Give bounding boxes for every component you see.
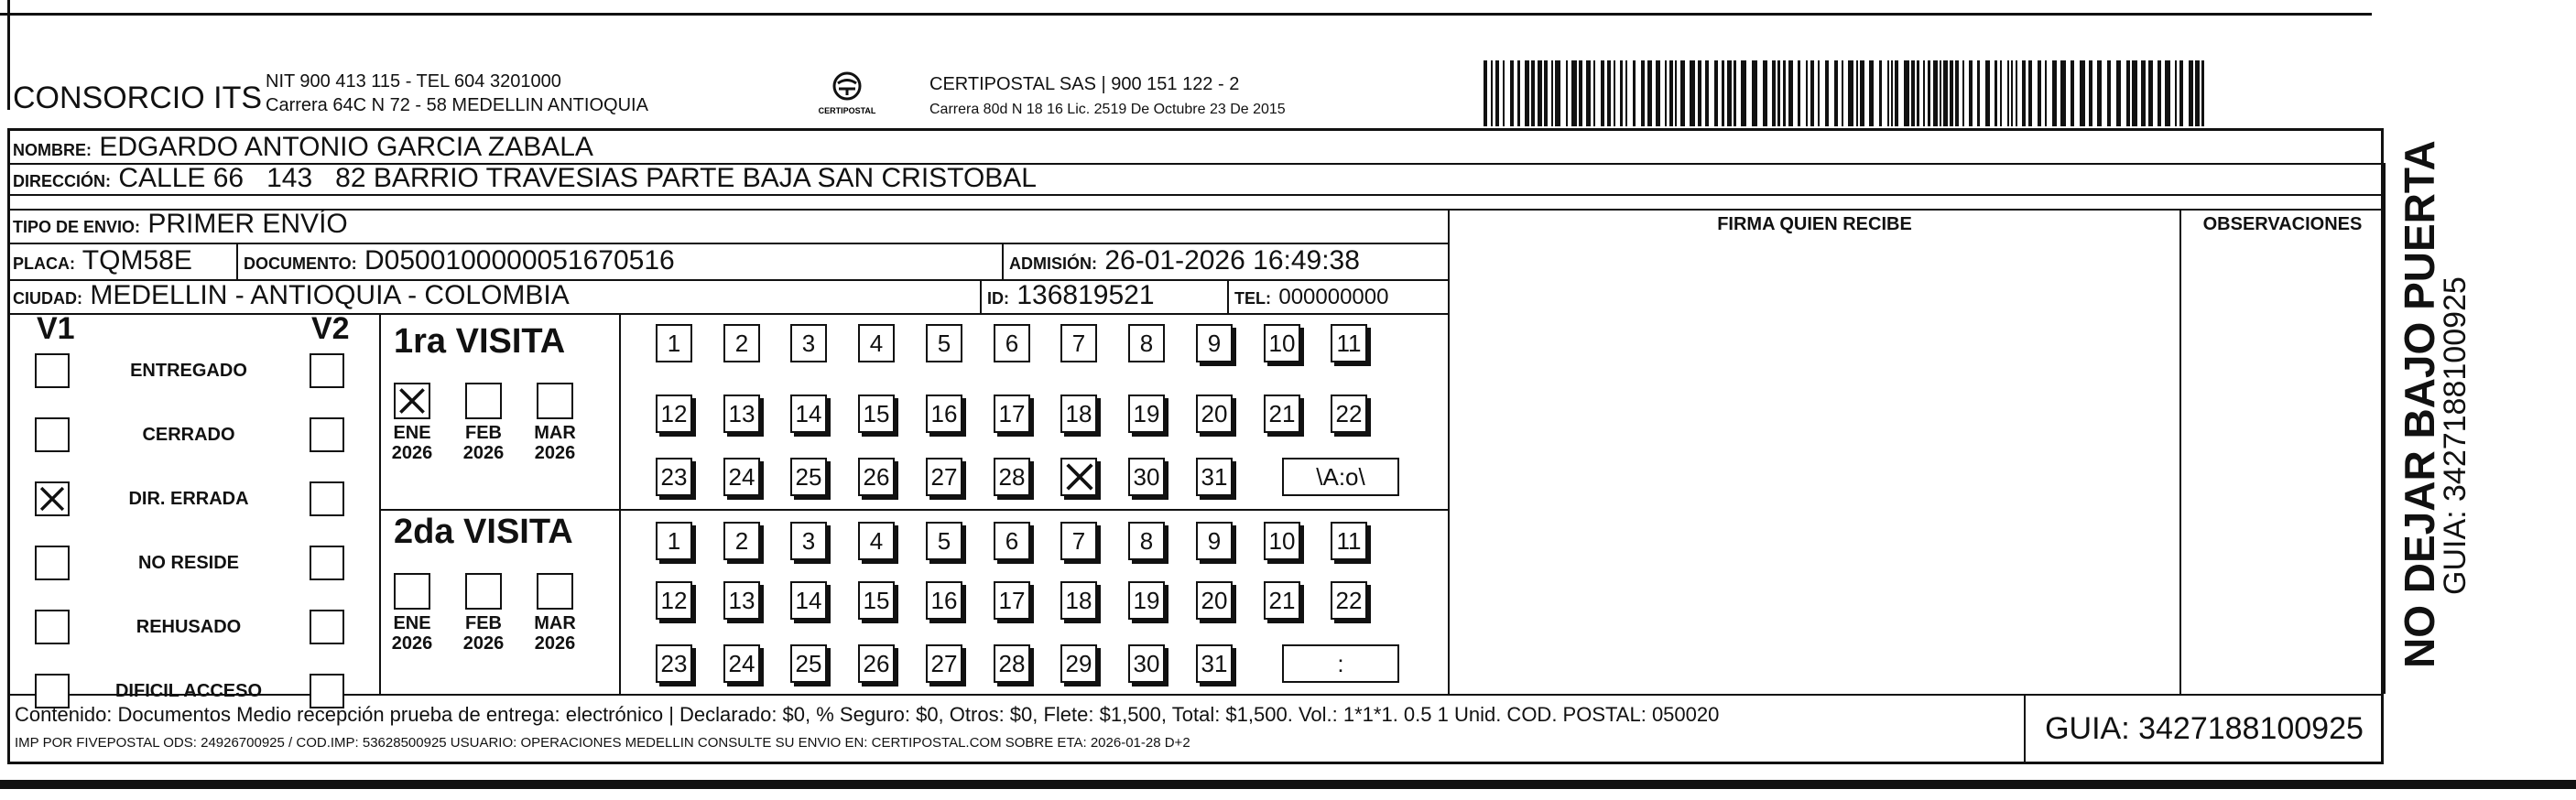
barcode-bar (1788, 60, 1793, 126)
col-rule (1002, 243, 1004, 279)
col-rule (619, 313, 621, 694)
barcode-bar (1911, 60, 1915, 126)
barcode-bar (1933, 60, 1938, 126)
day-box[interactable]: 14 (790, 395, 827, 433)
day-box[interactable]: 18 (1060, 581, 1097, 620)
barcode-bar (1994, 60, 1997, 126)
barcode-bar (1647, 60, 1652, 126)
month-label: FEB (465, 423, 502, 443)
v2-checkbox[interactable] (310, 353, 344, 388)
barcode-bar (2158, 60, 2161, 126)
year-label: 2026 (462, 633, 505, 654)
day-box[interactable]: 23 (656, 458, 692, 496)
status-label: CERRADO (142, 425, 235, 445)
status-label: NO RESIDE (137, 553, 240, 573)
day-box[interactable]: 21 (1264, 395, 1300, 433)
month-checkbox[interactable] (465, 383, 502, 419)
day-box[interactable]: 28 (994, 644, 1030, 683)
month-checkbox[interactable] (537, 573, 573, 610)
logo-text: CERTIPOSTAL (818, 106, 876, 115)
signature-area[interactable] (1450, 243, 2179, 692)
barcode-bar (2016, 60, 2017, 126)
documento-label: DOCUMENTO: (244, 254, 357, 273)
barcode-bar (2060, 60, 2066, 126)
certipostal-info (929, 71, 1286, 123)
barcode-bar (1690, 60, 1695, 126)
tel-label: TEL: (1234, 289, 1271, 308)
day-box[interactable]: 12 (656, 395, 692, 433)
barcode-bar (2201, 60, 2204, 126)
barcode-bar (2007, 60, 2009, 126)
admision-value: 26-01-2026 16:49:38 (1104, 245, 1360, 276)
placa-cell (13, 245, 192, 279)
barcode-bar (1834, 60, 1838, 126)
barcode-bar (1842, 60, 1843, 126)
barcode-bar (2189, 60, 2193, 126)
imp-line: IMP POR FIVEPOSTAL ODS: 24926700925 / COD.IMP: 53628500925 USUARIO: OPERACIONES MEDELLIN CONSULTE SU ENVIO EN: CERTIPOSTAL.COM SOBRE ETA: 2026-01-28 D+2 (15, 735, 1190, 751)
year-label: 2026 (391, 633, 433, 654)
day-box[interactable]: 24 (723, 458, 760, 496)
day-box[interactable]: 27 (926, 644, 962, 683)
day-box[interactable]: 7 (1060, 522, 1097, 560)
day-box[interactable]: 20 (1196, 581, 1233, 620)
cross-mark-icon (1062, 459, 1097, 494)
barcode (1484, 60, 2207, 126)
company-name: CONSORCIO ITS (13, 81, 263, 115)
day-box[interactable]: 19 (1128, 395, 1165, 433)
admision-cell (1009, 245, 1360, 279)
barcode-bar (1680, 60, 1685, 126)
direccion-row (13, 163, 1037, 197)
barcode-bar (1879, 60, 1882, 126)
day-box[interactable]: 13 (723, 395, 760, 433)
placa-value: TQM58E (82, 245, 192, 276)
day-box[interactable]: 6 (994, 522, 1030, 560)
barcode-bar (2179, 60, 2183, 126)
barcode-bar (1495, 60, 1499, 126)
barcode-bar (1531, 60, 1535, 126)
barcode-bar (1491, 60, 1493, 126)
barcode-bar (2071, 60, 2074, 126)
day-box[interactable]: 17 (994, 581, 1030, 620)
day-box[interactable]: 31 (1196, 458, 1233, 496)
barcode-bar (1940, 60, 1941, 126)
barcode-bar (1923, 60, 1925, 126)
day-box[interactable]: 5 (926, 324, 962, 362)
barcode-bar (1625, 60, 1627, 126)
barcode-bar (1985, 60, 1990, 126)
barcode-bar (2165, 60, 2170, 126)
col-rule (2384, 163, 2386, 694)
documento-cell (244, 245, 675, 279)
admision-label: ADMISIÓN: (1009, 254, 1097, 273)
direccion-label: DIRECCIÓN: (13, 172, 111, 190)
barcode-bar (1848, 60, 1853, 126)
barcode-bar (1763, 60, 1767, 126)
barcode-bar (1484, 60, 1487, 126)
nombre-label: NOMBRE: (13, 141, 92, 159)
barcode-bar (1607, 60, 1611, 126)
month-checkbox[interactable] (394, 383, 430, 419)
barcode-bar (1825, 60, 1829, 126)
barcode-bar (1675, 60, 1677, 126)
barcode-bar (1950, 60, 1953, 126)
status-label: REHUSADO (136, 617, 242, 637)
cross-mark-icon (396, 384, 429, 417)
barcode-bar (1798, 60, 1800, 126)
year-label: 2026 (534, 443, 576, 463)
status-label: DIR. ERRADA (128, 489, 249, 509)
day-box[interactable]: 9 (1196, 522, 1233, 560)
contenido-line: Contenido: Documentos Medio recepción prueba de entrega: electrónico | Declarado: $0, % Seguro: $0, Otros: $0, Flete: $1,500, Total: $1,500. Vol.: 1*1*1. 0.5 1 Unid. COD. POSTAL: 050020 (15, 703, 1720, 726)
barcode-bar (1962, 60, 1964, 126)
month-checkbox[interactable] (537, 383, 573, 419)
barcode-bar (1869, 60, 1874, 126)
barcode-bar (1806, 60, 1808, 126)
day-box[interactable]: 11 (1331, 522, 1367, 560)
day-box[interactable]: 16 (926, 581, 962, 620)
row-rule (7, 243, 1450, 244)
row-rule (379, 509, 1448, 511)
certi-line1: CERTIPOSTAL SAS | 900 151 122 - 2 (929, 74, 1240, 94)
barcode-bar (1566, 60, 1568, 126)
direccion-value: CALLE 66 143 82 BARRIO TRAVESIAS PARTE BAJA SAN CRISTOBAL (118, 163, 1037, 193)
day-box[interactable]: 20 (1196, 395, 1233, 433)
v2-checkbox[interactable] (310, 610, 344, 644)
barcode-bar (1525, 60, 1529, 126)
day-box[interactable]: 13 (723, 581, 760, 620)
barcode-bar (1551, 60, 1553, 126)
time-box[interactable]: : (1282, 644, 1399, 683)
v2-label: V2 (311, 311, 350, 346)
barcode-bar (2175, 60, 2177, 126)
barcode-bar (1895, 60, 1898, 126)
month-label: ENE (393, 423, 431, 443)
barcode-bar (1752, 60, 1757, 126)
guia-box: GUIA: 3427188100925 (2024, 694, 2383, 763)
v1-checkbox[interactable] (35, 353, 70, 388)
barcode-bar (2126, 60, 2130, 126)
barcode-bar (1538, 60, 1542, 126)
firma-header: FIRMA QUIEN RECIBE (1717, 214, 1912, 234)
day-box[interactable]: 15 (858, 395, 895, 433)
day-box[interactable]: 2 (723, 324, 760, 362)
second-visit-label: 2da VISITA (394, 513, 573, 551)
day-box[interactable]: 29 (1060, 644, 1097, 683)
tipo-value: PRIMER ENVÍO (147, 209, 348, 239)
day-box[interactable]: 8 (1128, 324, 1165, 362)
barcode-bar (1734, 60, 1736, 126)
month-label: FEB (465, 613, 502, 633)
v1-checkbox[interactable] (35, 546, 70, 580)
bottom-rule (0, 780, 2576, 789)
day-box[interactable]: 27 (926, 458, 962, 496)
barcode-bar (1891, 60, 1893, 126)
nombre-row (13, 132, 593, 166)
no-dejar-text: NO DEJAR BAJO PUERTA (2396, 140, 2443, 668)
day-box[interactable] (1060, 458, 1097, 496)
barcode-bar (2195, 60, 2200, 126)
barcode-bar (1641, 60, 1645, 126)
barcode-bar (2080, 60, 2085, 126)
barcode-bar (1579, 60, 1582, 126)
address-line: Carrera 64C N 72 - 58 MEDELLIN ANTIOQUIA (266, 95, 648, 115)
day-box[interactable]: 6 (994, 324, 1030, 362)
id-label: ID: (987, 289, 1009, 308)
day-box[interactable]: 25 (790, 458, 827, 496)
barcode-bar (1656, 60, 1660, 126)
col-rule (236, 243, 238, 279)
day-box[interactable]: 26 (858, 644, 895, 683)
day-box[interactable]: 30 (1128, 644, 1165, 683)
day-box[interactable]: 22 (1331, 395, 1367, 433)
barcode-bar (1887, 60, 1889, 126)
day-box[interactable]: 1 (656, 324, 692, 362)
tel-cell (1234, 280, 1388, 314)
day-box[interactable]: 31 (1196, 644, 1233, 683)
barcode-bar (1665, 60, 1667, 126)
barcode-bar (1601, 60, 1604, 126)
observaciones-header: OBSERVACIONES (2202, 214, 2363, 234)
day-box[interactable]: 21 (1264, 581, 1300, 620)
ciudad-value: MEDELLIN - ANTIOQUIA - COLOMBIA (90, 280, 570, 310)
barcode-bar (1544, 60, 1548, 126)
day-box[interactable]: 4 (858, 324, 895, 362)
v1-checkbox[interactable] (35, 610, 70, 644)
barcode-bar (1614, 60, 1615, 126)
barcode-bar (1705, 60, 1709, 126)
day-box[interactable]: 30 (1128, 458, 1165, 496)
day-box[interactable]: 5 (926, 522, 962, 560)
barcode-bar (1555, 60, 1560, 126)
ciudad-label: CIUDAD: (13, 289, 82, 308)
barcode-bar (1969, 60, 1973, 126)
tel-value: 000000000 (1278, 285, 1389, 309)
v1-label: V1 (37, 311, 75, 346)
barcode-bar (1810, 60, 1814, 126)
month-label: MAR (534, 613, 576, 633)
id-cell (987, 280, 1155, 314)
barcode-bar (2000, 60, 2002, 126)
nit-line: NIT 900 413 115 - TEL 604 3201000 (266, 71, 561, 92)
month-label: ENE (393, 613, 431, 633)
top-rule (0, 13, 2372, 16)
col-rule (379, 313, 381, 694)
day-box[interactable]: 10 (1264, 324, 1300, 362)
v2-checkbox[interactable] (310, 481, 344, 516)
side-guia-text: GUIA: 3427188100925 (2438, 276, 2473, 595)
first-visit-label: 1ra VISITA (394, 322, 566, 361)
col-rule (1227, 279, 1229, 313)
barcode-bar (2028, 60, 2032, 126)
year-label: 2026 (462, 443, 505, 463)
day-box[interactable]: 9 (1196, 324, 1233, 362)
tipo-label: TIPO DE ENVIO: (13, 218, 141, 236)
day-box[interactable]: 14 (790, 581, 827, 620)
barcode-bar (2107, 60, 2111, 126)
barcode-bar (2132, 60, 2137, 126)
barcode-bar (1917, 60, 1919, 126)
v2-checkbox[interactable] (310, 546, 344, 580)
barcode-bar (1586, 60, 1591, 126)
placa-label: PLACA: (13, 254, 75, 273)
barcode-bar (2045, 60, 2047, 126)
barcode-bar (1714, 60, 1718, 126)
day-box[interactable]: 10 (1264, 522, 1300, 560)
barcode-bar (1669, 60, 1673, 126)
month-checkbox[interactable] (394, 573, 430, 610)
barcode-bar (1904, 60, 1909, 126)
time-box[interactable]: \A:o\ (1282, 458, 1399, 496)
barcode-bar (2116, 60, 2121, 126)
cross-mark-icon (37, 483, 68, 514)
left-rule (7, 0, 10, 110)
day-box[interactable]: 18 (1060, 395, 1097, 433)
day-box[interactable]: 15 (858, 581, 895, 620)
year-label: 2026 (534, 633, 576, 654)
ciudad-cell (13, 280, 570, 314)
day-box[interactable]: 11 (1331, 324, 1367, 362)
day-box[interactable]: 22 (1331, 581, 1367, 620)
barcode-bar (1783, 60, 1786, 126)
barcode-bar (1593, 60, 1595, 126)
barcode-bar (1698, 60, 1701, 126)
certi-line2: Carrera 80d N 18 16 Lic. 2519 De Octubre 23 De 2015 (929, 102, 1286, 117)
barcode-bar (1943, 60, 1948, 126)
barcode-bar (1977, 60, 1980, 126)
documento-value: D0500100000051670516 (364, 245, 675, 276)
barcode-bar (1517, 60, 1520, 126)
barcode-bar (1772, 60, 1776, 126)
status-label: ENTREGADO (130, 361, 247, 381)
barcode-bar (1860, 60, 1864, 126)
barcode-bar (2038, 60, 2041, 126)
barcode-bar (1722, 60, 1724, 126)
tipo-row (13, 209, 348, 243)
barcode-bar (2011, 60, 2013, 126)
certipostal-logo (806, 70, 888, 121)
barcode-bar (2148, 60, 2153, 126)
day-box[interactable]: 4 (858, 522, 895, 560)
v1-checkbox[interactable] (35, 417, 70, 452)
barcode-bar (1777, 60, 1780, 126)
day-box[interactable]: 8 (1128, 522, 1165, 560)
day-box[interactable]: 26 (858, 458, 895, 496)
v2-checkbox[interactable] (310, 417, 344, 452)
barcode-bar (1856, 60, 1858, 126)
month-label: MAR (534, 423, 576, 443)
id-value: 136819521 (1016, 280, 1155, 310)
observaciones-area[interactable] (2181, 243, 2384, 692)
barcode-bar (1510, 60, 1514, 126)
day-box[interactable]: 7 (1060, 324, 1097, 362)
barcode-bar (1633, 60, 1636, 126)
barcode-bar (1741, 60, 1746, 126)
row-rule (7, 209, 2384, 211)
day-box[interactable]: 16 (926, 395, 962, 433)
day-box[interactable]: 28 (994, 458, 1030, 496)
barcode-bar (2022, 60, 2026, 126)
day-box[interactable]: 19 (1128, 581, 1165, 620)
day-box[interactable]: 1 (656, 522, 692, 560)
barcode-bar (2141, 60, 2146, 126)
barcode-bar (1503, 60, 1505, 126)
day-box[interactable]: 2 (723, 522, 760, 560)
day-box[interactable]: 12 (656, 581, 692, 620)
barcode-bar (2052, 60, 2057, 126)
barcode-bar (2097, 60, 2102, 126)
day-box[interactable]: 24 (723, 644, 760, 683)
day-box[interactable]: 17 (994, 395, 1030, 433)
day-box[interactable]: 3 (790, 522, 827, 560)
barcode-bar (1571, 60, 1577, 126)
col-rule (980, 279, 982, 313)
month-checkbox[interactable] (465, 573, 502, 610)
company-contact (266, 70, 648, 117)
status-label: DIFICIL ACCESO (114, 681, 262, 701)
barcode-bar (1818, 60, 1820, 126)
day-box[interactable]: 23 (656, 644, 692, 683)
v1-checkbox[interactable] (35, 481, 70, 516)
year-label: 2026 (391, 443, 433, 463)
day-box[interactable]: 25 (790, 644, 827, 683)
barcode-bar (1620, 60, 1623, 126)
barcode-bar (2089, 60, 2092, 126)
day-box[interactable]: 3 (790, 324, 827, 362)
barcode-bar (1727, 60, 1732, 126)
barcode-bar (1955, 60, 1959, 126)
nombre-value: EDGARDO ANTONIO GARCIA ZABALA (99, 132, 593, 162)
barcode-bar (1928, 60, 1930, 126)
